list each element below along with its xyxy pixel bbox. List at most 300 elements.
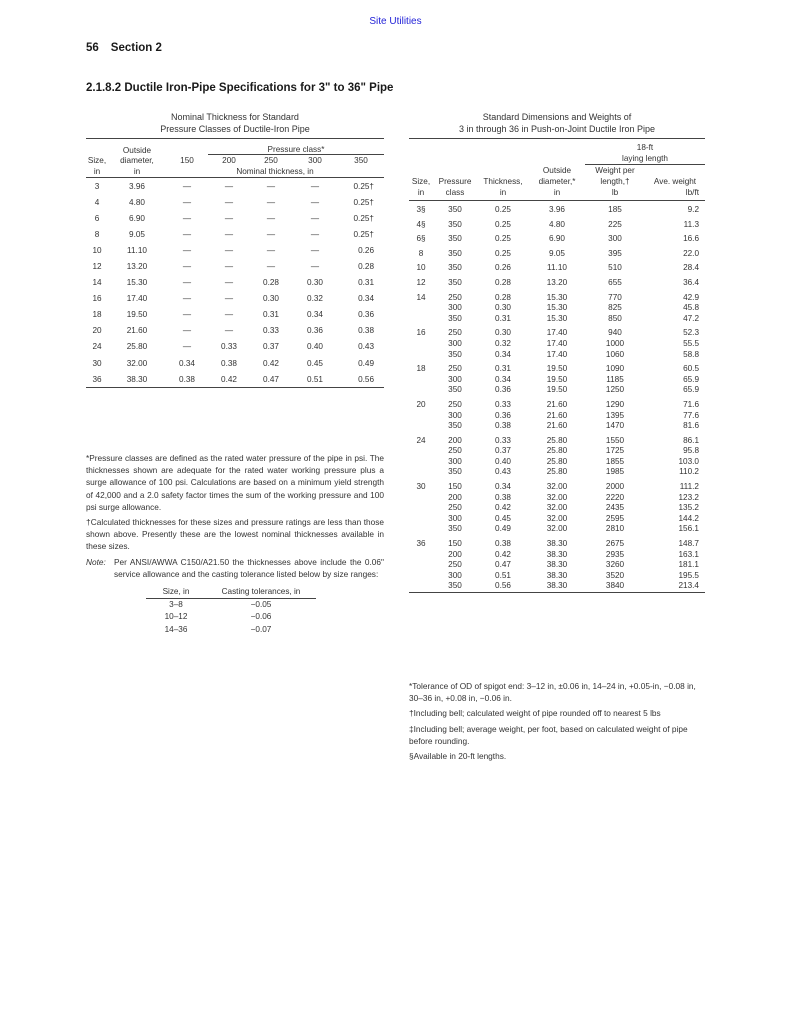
size-cell-empty: [409, 314, 433, 325]
table-cell: 2935: [605, 549, 625, 559]
table-cell: 0.42: [263, 358, 279, 368]
size-cell-empty: [409, 524, 433, 535]
table-row: [409, 339, 705, 350]
footnote: ‡Including bell; average weight, per foot, based on calculated weight of pipe before rounding.: [409, 723, 688, 746]
size-cell-empty: [409, 467, 433, 478]
table-cell: —: [310, 181, 320, 191]
table-cell: 0.38: [495, 421, 511, 431]
class-header: 300: [308, 156, 322, 165]
table-cell: 350: [448, 263, 462, 273]
table-cell: 300: [448, 456, 462, 466]
table-cell: —: [224, 326, 234, 336]
size-cell-empty: [409, 411, 433, 422]
table-cell: 0.47: [263, 374, 279, 384]
table-cell: —: [266, 245, 276, 255]
table-cell: 1000: [605, 338, 625, 348]
pressure-header: Pressure: [438, 177, 472, 186]
table-cell: —: [224, 197, 234, 207]
table-row: [409, 385, 705, 396]
od-header-line2: diameter,: [120, 155, 154, 165]
calculated-footnote: †Calculated thicknesses for these sizes and pressure ratings are less than those shown above. Presently these are the lowest nominal thicknesses available in these sizes.: [86, 517, 384, 552]
table-row: [146, 624, 316, 636]
table-cell: 148.7: [678, 539, 699, 549]
table-cell: 1395: [605, 410, 625, 420]
table-cell: 19.50: [546, 374, 568, 384]
class-header: 350: [354, 156, 368, 165]
table-row: [409, 216, 705, 231]
table-cell: −0.06: [250, 612, 272, 622]
table-cell: 0.45: [307, 358, 323, 368]
left-caption-line1: Nominal Thickness for Standard: [171, 112, 299, 122]
table-cell: 250: [448, 399, 462, 409]
table-cell: 200: [448, 492, 462, 502]
table-cell: 9.05: [129, 229, 145, 239]
table-cell: —: [224, 294, 234, 304]
nominal-thickness-header: Nominal thickness, in: [166, 166, 384, 178]
table-cell: 0.56: [495, 581, 511, 591]
table-row: [409, 514, 705, 525]
table-cell: —: [224, 262, 234, 272]
table-cell: 110.2: [679, 467, 699, 477]
wpl-header-line2: length,†: [600, 177, 630, 186]
table-cell: 0.47: [495, 560, 511, 570]
table-cell: 15.30: [126, 278, 148, 288]
table-cell: 3.96: [549, 205, 565, 214]
table-cell: 3520: [605, 570, 625, 580]
table-row: [409, 411, 705, 422]
left-caption-line2: Pressure Classes of Ductile-Iron Pipe: [160, 124, 310, 134]
table-cell: 86.1: [683, 435, 699, 445]
table-cell: 0.38: [495, 539, 511, 549]
table-cell: 25.80: [546, 467, 568, 477]
table-cell: 123.2: [678, 492, 699, 502]
table-cell: 0.40: [307, 342, 323, 352]
size-cell: 8: [418, 248, 424, 258]
table-cell: 0.25†: [353, 197, 374, 207]
table-row: [409, 314, 705, 325]
size-cell-empty: [409, 503, 433, 514]
footnote: *Tolerance of OD of spigot end: 3–12 in, ±0.06 in, 14–24 in, +0.05-in, −0.08 in, 30–36 in, +0.08 in, −0.06 in.: [409, 681, 696, 704]
table-cell: 21.60: [546, 410, 568, 420]
table-cell: 250: [448, 503, 462, 513]
table-cell: 22.0: [683, 248, 699, 258]
table-cell: 0.49: [495, 524, 511, 534]
table-cell: 2675: [605, 539, 625, 549]
table-cell: 32.00: [126, 358, 148, 368]
table-cell: —: [266, 197, 276, 207]
table-cell: 2810: [605, 524, 625, 534]
table-cell: 0.25: [495, 234, 511, 244]
table-cell: 0.30: [495, 303, 511, 313]
table-row: [409, 478, 705, 493]
page-number: 56: [86, 42, 99, 54]
table-cell: 300: [448, 513, 462, 523]
table-cell: 0.33: [495, 435, 511, 445]
class-header: 200: [222, 156, 236, 165]
table-cell: 1060: [605, 349, 625, 359]
table-cell: −0.05: [250, 600, 272, 610]
ave-header: Ave. weight: [653, 177, 697, 186]
table-cell: 25.80: [126, 342, 148, 352]
table-cell: 0.25: [495, 219, 511, 229]
table-cell: 81.6: [683, 421, 699, 431]
table-cell: —: [310, 213, 320, 223]
table-cell: 156.1: [678, 524, 699, 534]
table-cell: 150: [448, 539, 462, 549]
od2-unit: in: [529, 187, 585, 201]
table-cell: 200: [448, 549, 462, 559]
table-cell: 0.30: [263, 294, 279, 304]
table-cell: 350: [448, 248, 462, 258]
size-cell: 24: [416, 435, 426, 445]
wpl-unit: lb: [585, 187, 645, 201]
class-header: 150: [180, 155, 194, 165]
table-cell: 65.9: [683, 385, 699, 395]
table-cell: 250: [448, 560, 462, 570]
ave-unit: lb/ft: [645, 187, 705, 201]
table-cell: —: [266, 213, 276, 223]
table-cell: 0.34: [495, 374, 511, 384]
table-cell: 4: [94, 197, 100, 207]
thickness-header: Thickness,: [483, 177, 523, 186]
table-cell: 15.30: [546, 313, 568, 323]
table-cell: 18: [92, 310, 102, 320]
table-cell: 10–12: [164, 612, 188, 622]
table-cell: 195.5: [678, 570, 699, 580]
table-row: [409, 535, 705, 550]
table-cell: 14: [92, 278, 102, 288]
table-cell: 0.28: [495, 292, 511, 302]
table-cell: 2595: [605, 513, 625, 523]
table-cell: 4.80: [129, 197, 145, 207]
table-cell: 0.30: [495, 328, 511, 338]
table-cell: 0.56: [358, 374, 374, 384]
size-cell: 30: [416, 482, 426, 492]
table-cell: 15.30: [546, 292, 568, 302]
table-cell: —: [182, 326, 192, 336]
table-cell: 11.10: [547, 263, 567, 273]
size-cell: 16: [416, 328, 426, 338]
table-row: [409, 432, 705, 447]
table-cell: 3.96: [129, 181, 145, 191]
table-cell: —: [182, 278, 192, 288]
table-row: [86, 242, 384, 258]
table-cell: 21.60: [546, 399, 568, 409]
table-cell: 350: [448, 524, 462, 534]
table-cell: 0.49: [358, 358, 374, 368]
table-cell: 1550: [605, 435, 625, 445]
table-cell: 0.31: [263, 310, 279, 320]
table-cell: 225: [608, 219, 622, 229]
pressure-class-header: Pressure class*: [208, 142, 384, 155]
table-cell: —: [224, 213, 234, 223]
table-cell: 28.4: [683, 263, 699, 273]
size-cell: 36: [416, 539, 426, 549]
table-row: [86, 194, 384, 210]
table-cell: 0.36: [307, 326, 323, 336]
size-cell: 10: [416, 263, 426, 273]
table-cell: 0.33: [495, 399, 511, 409]
table-cell: 20: [92, 326, 102, 336]
table-row: [86, 371, 384, 388]
table-cell: 71.6: [683, 399, 699, 409]
table-row: [409, 324, 705, 339]
table-cell: 3: [94, 181, 100, 191]
tol-size-header: Size, in: [146, 586, 206, 599]
table-cell: —: [224, 245, 234, 255]
table-row: [86, 307, 384, 323]
table-row: [409, 303, 705, 314]
table-cell: 17.40: [126, 294, 148, 304]
table-row: [86, 291, 384, 307]
table-cell: 350: [448, 205, 462, 214]
left-table-footnotes: [86, 452, 384, 636]
table-cell: 0.30: [307, 278, 323, 288]
table-cell: —: [182, 181, 192, 191]
table-cell: —: [182, 213, 192, 223]
table-row: [86, 178, 384, 195]
table-cell: 19.50: [126, 310, 148, 320]
table-row: [409, 360, 705, 375]
table-cell: 0.31: [495, 364, 511, 374]
table-cell: —: [182, 342, 192, 352]
table-cell: 0.25: [495, 205, 511, 214]
right-table-footnotes: [409, 680, 705, 765]
table-row: [86, 355, 384, 371]
table-row: [409, 259, 705, 274]
table-cell: 13.20: [546, 277, 568, 287]
table-cell: 0.31: [495, 313, 511, 323]
table-cell: 250: [448, 292, 462, 302]
table-cell: 0.34: [179, 358, 195, 368]
table-cell: —: [224, 310, 234, 320]
table-cell: 17.40: [546, 328, 568, 338]
table-cell: 12: [92, 262, 102, 272]
table-cell: 0.51: [495, 570, 511, 580]
table-cell: 38.30: [546, 539, 568, 549]
table-row: [146, 611, 316, 623]
table-cell: 150: [448, 482, 462, 492]
class-header: 250: [264, 156, 278, 165]
table-cell: 17.40: [546, 338, 568, 348]
table-cell: —: [182, 197, 192, 207]
table-cell: 21.60: [126, 326, 148, 336]
table-cell: 350: [448, 385, 462, 395]
size-cell-empty: [409, 571, 433, 582]
table-cell: 1470: [605, 421, 625, 431]
table-cell: 163.1: [678, 549, 699, 559]
table-cell: 200: [448, 435, 462, 445]
table-cell: 0.45: [495, 513, 511, 523]
table-cell: 181.1: [678, 560, 699, 570]
table-cell: 0.25†: [353, 229, 374, 239]
table-row: [409, 230, 705, 245]
size-header: Size,: [87, 155, 107, 165]
table-cell: 300: [448, 570, 462, 580]
table-cell: 0.34: [495, 482, 511, 492]
table-cell: 300: [448, 374, 462, 384]
table-cell: 11.10: [127, 245, 147, 255]
site-utilities-link[interactable]: Site Utilities: [369, 16, 422, 27]
table-cell: 47.2: [683, 313, 699, 323]
size-cell-empty: [409, 303, 433, 314]
size-cell-empty: [409, 446, 433, 457]
table-row: [409, 446, 705, 457]
table-cell: —: [224, 278, 234, 288]
dimensions-weights-table: [409, 138, 705, 595]
table-cell: 32.00: [546, 482, 568, 492]
table-cell: 2435: [605, 503, 625, 513]
size2-header: Size,: [411, 177, 431, 186]
table-cell: 1185: [606, 374, 624, 384]
table-cell: 11.3: [683, 219, 699, 229]
table-cell: 77.6: [683, 410, 699, 420]
size-cell-empty: [409, 457, 433, 468]
size-cell: 6§: [416, 234, 426, 244]
section-label: Section 2: [110, 42, 162, 54]
table-cell: 1725: [605, 446, 625, 456]
table-row: [409, 571, 705, 582]
size-cell: 20: [416, 399, 426, 409]
table-cell: 770: [608, 292, 622, 302]
table-cell: 3260: [605, 560, 625, 570]
table-cell: 850: [608, 313, 622, 323]
table-cell: −0.07: [250, 624, 272, 634]
right-caption-line2: 3 in through 36 in Push-on-Joint Ductile Iron Pipe: [458, 124, 656, 134]
size-cell-empty: [409, 493, 433, 504]
table-cell: —: [182, 245, 192, 255]
table-cell: 10: [92, 245, 102, 255]
size-cell-empty: [409, 385, 433, 396]
table-cell: —: [310, 197, 320, 207]
table-cell: 0.34: [307, 310, 323, 320]
table-cell: 8: [94, 229, 100, 239]
table-cell: 21.60: [546, 421, 568, 431]
table-cell: —: [310, 229, 320, 239]
table-row: [409, 289, 705, 304]
size-cell: 18: [416, 364, 426, 374]
table-cell: 0.40: [495, 456, 511, 466]
nominal-thickness-table: [86, 138, 384, 390]
size-cell: 3§: [416, 205, 426, 214]
table-cell: 25.80: [546, 446, 568, 456]
table-cell: 350: [448, 313, 462, 323]
table-cell: 38.30: [546, 560, 568, 570]
table-row: [409, 503, 705, 514]
table-cell: 300: [608, 234, 622, 244]
table-cell: 350: [448, 234, 462, 244]
table-cell: 32.00: [546, 513, 568, 523]
table-row: [409, 493, 705, 504]
table-cell: 38.30: [546, 570, 568, 580]
table-cell: 4.80: [549, 219, 565, 229]
laying-header-line2: laying length: [585, 153, 705, 165]
table-cell: —: [182, 294, 192, 304]
od-header-line1: Outside: [122, 145, 152, 155]
size-unit: in: [86, 166, 108, 178]
table-cell: 9.05: [549, 248, 565, 258]
table-cell: 0.43: [358, 342, 374, 352]
table-cell: 0.34: [358, 294, 374, 304]
table-cell: 95.8: [683, 446, 699, 456]
table-cell: 300: [448, 410, 462, 420]
table-cell: 3840: [605, 581, 625, 591]
table-row: [146, 599, 316, 612]
table-row: [409, 396, 705, 411]
table-cell: 32.00: [546, 524, 568, 534]
table-cell: 510: [608, 263, 622, 273]
pressure-footnote: *Pressure classes are defined as the rated water pressure of the pipe in psi. The thicknesses shown are adequate for the rated water working pressure plus a surge allowance of 100 psi. Calculations are based on a minimum yield strength of 42,000 and a 2.0 safety factor times the sum of the working pressure and 100 psi surge allowance.: [86, 453, 384, 512]
table-cell: 52.3: [683, 328, 699, 338]
table-row: [409, 350, 705, 361]
table-cell: 0.38: [358, 326, 374, 336]
table-row: [409, 245, 705, 260]
table-cell: 0.33: [221, 342, 237, 352]
table-cell: 300: [448, 303, 462, 313]
table-cell: 350: [448, 421, 462, 431]
table-cell: 38.30: [126, 374, 148, 384]
table-cell: 0.38: [179, 374, 195, 384]
table-cell: 19.50: [546, 385, 568, 395]
table-row: [86, 226, 384, 242]
table-cell: 250: [448, 446, 462, 456]
table-cell: 14–36: [164, 624, 188, 634]
table-cell: 60.5: [683, 364, 699, 374]
table-cell: 0.43: [495, 467, 511, 477]
table-cell: —: [310, 245, 320, 255]
table-cell: 0.28: [358, 262, 374, 272]
table-cell: 0.34: [495, 349, 511, 359]
right-caption-line1: Standard Dimensions and Weights of: [482, 112, 632, 122]
table-row: [86, 258, 384, 274]
table-row: [409, 467, 705, 478]
table-cell: 0.25†: [353, 213, 374, 223]
table-cell: 825: [608, 303, 622, 313]
thickness-unit: in: [477, 187, 529, 201]
table-cell: —: [224, 181, 234, 191]
table-cell: 0.36: [495, 410, 511, 420]
table-cell: —: [182, 262, 192, 272]
table-cell: 58.8: [683, 349, 699, 359]
table-cell: 6.90: [549, 234, 565, 244]
table-cell: 0.25†: [353, 181, 374, 191]
size-cell-empty: [409, 581, 433, 592]
table-cell: 25.80: [546, 435, 568, 445]
table-cell: 15.30: [546, 303, 568, 313]
table-cell: 0.42: [495, 549, 511, 559]
size-cell-empty: [409, 421, 433, 432]
size-cell: 4§: [416, 219, 426, 229]
note-text: Per ANSI/AWWA C150/A21.50 the thicknesses above include the 0.06" service allowance and the casting tolerance listed below by size ranges:: [114, 556, 384, 579]
table-cell: 0.31: [358, 278, 374, 288]
table-cell: 655: [608, 277, 622, 287]
table-cell: 24: [92, 342, 102, 352]
right-table-caption: [409, 111, 705, 135]
table-cell: 0.42: [221, 374, 237, 384]
table-cell: 38.30: [546, 549, 568, 559]
table-row: [409, 421, 705, 432]
table-cell: 213.4: [678, 581, 699, 591]
table-cell: 250: [448, 328, 462, 338]
table-row: [409, 524, 705, 535]
footnote: §Available in 20-ft lengths.: [409, 751, 507, 762]
table-cell: 16: [92, 294, 102, 304]
table-cell: 55.5: [683, 338, 699, 348]
table-cell: 16.6: [683, 234, 699, 244]
astm-note: [86, 556, 384, 580]
section-title: 2.1.8.2 Ductile Iron-Pipe Specifications for 3" to 36" Pipe: [86, 82, 394, 94]
table-cell: 0.38: [495, 492, 511, 502]
